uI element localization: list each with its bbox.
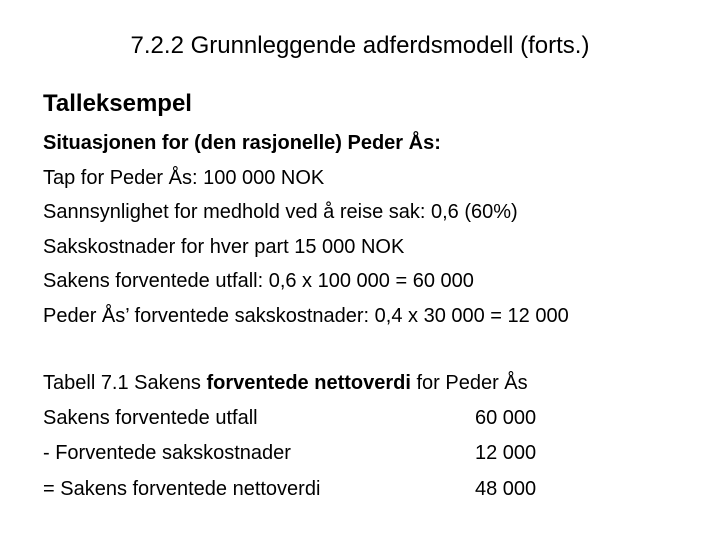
situation-heading: Situasjonen for (den rasjonelle) Peder Ås: bbox=[43, 132, 441, 154]
situation-line-probability: Sannsynlighet for medhold ved å reise sak: 0,6 (60%) bbox=[43, 201, 518, 223]
table-caption-prefix: Tabell 7.1 Sakens bbox=[43, 372, 207, 394]
table-row-value: 48 000 bbox=[475, 477, 537, 500]
table-row bbox=[43, 401, 713, 437]
table-row-label: = Sakens forventede nettoverdi bbox=[43, 477, 321, 500]
situation-line-costs: Sakskostnader for hver part 15 000 NOK bbox=[43, 235, 405, 258]
situation-line-expected-costs: Peder Ås’ forventede sakskostnader: 0,4 x 30 000 = 12 000 bbox=[43, 304, 569, 327]
situation-line-loss: Tap for Peder Ås: 100 000 NOK bbox=[43, 166, 325, 189]
table-row-value: 60 000 bbox=[475, 406, 537, 429]
table-caption-suffix: for Peder Ås bbox=[410, 372, 528, 394]
situation-block bbox=[43, 126, 713, 333]
table-row bbox=[43, 436, 713, 472]
slide-title: 7.2.2 Grunnleggende adferdsmodell (forts.) bbox=[130, 32, 590, 59]
table-row-label: - Forventede sakskostnader bbox=[43, 442, 291, 464]
table-row bbox=[43, 472, 713, 508]
table-row-label: Sakens forventede utfall bbox=[43, 406, 258, 429]
table-caption-emphasis: forventede nettoverdi bbox=[206, 372, 411, 394]
section-heading: Talleksempel bbox=[43, 90, 192, 117]
table-caption bbox=[43, 366, 713, 401]
table-row-value: 12 000 bbox=[475, 442, 537, 464]
situation-line-expected-outcome: Sakens forventede utfall: 0,6 x 100 000 = 60 000 bbox=[43, 270, 474, 292]
value-table bbox=[43, 366, 713, 507]
